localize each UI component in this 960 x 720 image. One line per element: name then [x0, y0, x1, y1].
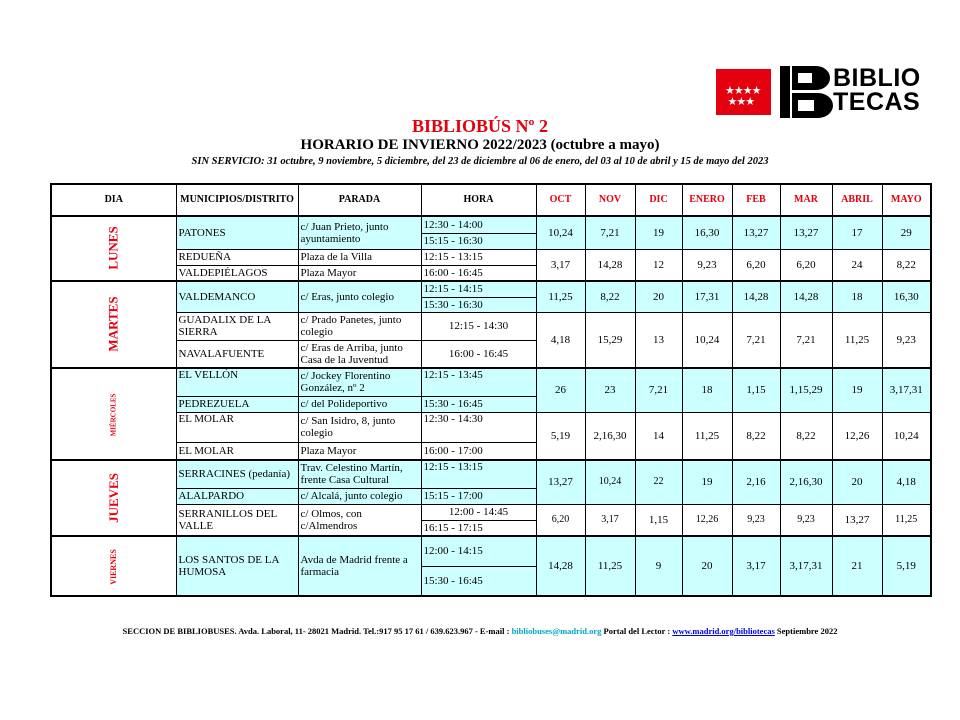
value-cell: 8,22	[732, 412, 780, 460]
header-month-abr: ABRIL	[832, 184, 882, 216]
value-cell: 12	[635, 249, 682, 281]
value-cell: 3,17	[585, 504, 635, 536]
bibliotecas-logo-text	[833, 66, 921, 114]
value-cell: 20	[832, 460, 882, 504]
header-parada: PARADA	[298, 184, 421, 216]
value-cell: 29	[882, 216, 931, 249]
municipio-cell: SERRANILLOS DEL VALLE	[176, 504, 298, 536]
value-cell: 10,24	[882, 412, 931, 460]
value-cell: 20	[682, 536, 732, 596]
hora-cell: 15:15 - 16:30	[421, 233, 536, 249]
value-cell: 21	[832, 536, 882, 596]
value-cell: 13	[635, 312, 682, 368]
value-cell: 17	[832, 216, 882, 249]
value-cell: 12,26	[832, 412, 882, 460]
table-row	[51, 281, 931, 297]
value-cell: 8,22	[882, 249, 931, 281]
header-month-dic: DIC	[635, 184, 682, 216]
value-cell: 12,26	[682, 504, 732, 536]
municipio-cell: ALALPARDO	[176, 488, 298, 504]
footer-address: SECCION DE BIBLIOBUSES. Avda. Laboral, 11- 28021 Madrid. Tel.:917 95 17 61 / 639.623.967 - E-mail :	[122, 626, 512, 636]
footer-email-link[interactable]: bibliobuses@madrid.org	[511, 626, 602, 636]
header-month-oct: OCT	[536, 184, 585, 216]
municipio-cell: PATONES	[176, 216, 298, 249]
value-cell: 1,15	[635, 504, 682, 536]
municipio-cell: EL MOLAR	[176, 412, 298, 442]
stars-icon: ★★★★ ★★★	[725, 84, 761, 108]
value-cell: 6,20	[732, 249, 780, 281]
municipio-cell: REDUEÑA	[176, 249, 298, 265]
value-cell: 10,24	[585, 460, 635, 504]
value-cell: 13,27	[732, 216, 780, 249]
value-cell: 19	[682, 460, 732, 504]
value-cell: 3,17,31	[780, 536, 832, 596]
value-cell: 11,25	[585, 536, 635, 596]
hora-cell: 12:30 - 14:00	[421, 216, 536, 233]
value-cell: 9,23	[732, 504, 780, 536]
value-cell: 5,19	[536, 412, 585, 460]
parada-cell: c/ del Polideportivo	[298, 396, 421, 412]
day-cell-jueves	[51, 460, 176, 536]
hora-cell: 12:15 - 13:15	[421, 249, 536, 265]
parada-cell: Trav. Celestino Martín, frente Casa Cultural	[298, 460, 421, 488]
header-dia: DIA	[51, 184, 176, 216]
parada-cell: Plaza Mayor	[298, 265, 421, 281]
parada-cell: c/ Jockey Florentino González, nº 2	[298, 368, 421, 396]
table-row	[51, 412, 931, 442]
logo-line1: BIBLIO	[833, 64, 921, 92]
day-cell-viernes	[51, 536, 176, 596]
value-cell: 14,28	[536, 536, 585, 596]
value-cell: 24	[832, 249, 882, 281]
day-label: LUNES	[105, 226, 121, 270]
footer-date: Septiembre 2022	[774, 626, 838, 636]
municipio-cell: SERRACINES (pedanía)	[176, 460, 298, 488]
header-month-ene: ENERO	[682, 184, 732, 216]
value-cell: 16,30	[682, 216, 732, 249]
hora-cell: 16:15 - 17:15	[421, 520, 536, 536]
hora-cell: 15:30 - 16:45	[421, 566, 536, 596]
page-title: BIBLIOBÚS Nº 2	[412, 116, 548, 136]
value-cell: 13,27	[780, 216, 832, 249]
day-label: MARTES	[105, 296, 121, 352]
table-row	[51, 249, 931, 265]
footer	[0, 626, 960, 636]
municipio-cell: PEDREZUELA	[176, 396, 298, 412]
value-cell: 14,28	[732, 281, 780, 312]
value-cell: 13,27	[832, 504, 882, 536]
parada-cell: c/ Eras de Arriba, junto Casa de la Juventud	[298, 340, 421, 368]
hora-cell: 16:00 - 17:00	[421, 442, 536, 460]
municipio-cell: GUADALIX DE LA SIERRA	[176, 312, 298, 340]
value-cell: 22	[635, 460, 682, 504]
hora-cell: 15:15 - 17:00	[421, 488, 536, 504]
value-cell: 10,24	[536, 216, 585, 249]
value-cell: 7,21	[780, 312, 832, 368]
hora-cell: 12:15 - 13:45	[421, 368, 536, 396]
parada-cell: c/ Eras, junto colegio	[298, 281, 421, 312]
value-cell: 19	[635, 216, 682, 249]
value-cell: 2,16	[732, 460, 780, 504]
value-cell: 5,19	[882, 536, 931, 596]
value-cell: 14,28	[585, 249, 635, 281]
bibliotecas-b-logo-icon	[780, 66, 835, 118]
day-cell-miercoles	[51, 368, 176, 460]
value-cell: 7,21	[732, 312, 780, 368]
municipio-cell: VALDEMANCO	[176, 281, 298, 312]
value-cell: 14,28	[780, 281, 832, 312]
value-cell: 13,27	[536, 460, 585, 504]
value-cell: 15,29	[585, 312, 635, 368]
footer-portal-link[interactable]: www.madrid.org/bibliotecas	[672, 626, 775, 636]
hora-cell: 16:00 - 16:45	[421, 340, 536, 368]
municipio-cell: NAVALAFUENTE	[176, 340, 298, 368]
day-cell-martes	[51, 281, 176, 368]
hora-cell: 12:15 - 14:15	[421, 281, 536, 297]
value-cell: 6,20	[780, 249, 832, 281]
header-month-nov: NOV	[585, 184, 635, 216]
value-cell: 7,21	[635, 368, 682, 412]
value-cell: 9,23	[682, 249, 732, 281]
logo-line2: TECAS	[833, 88, 921, 116]
header-municipios: MUNICIPIOS/DISTRITO	[176, 184, 298, 216]
parada-cell: c/ Juan Prieto, junto ayuntamiento	[298, 216, 421, 249]
day-label: MIÉRCOLES	[109, 393, 118, 436]
page-subtitle: HORARIO DE INVIERNO 2022/2023 (octubre a mayo)	[300, 137, 660, 153]
value-cell: 23	[585, 368, 635, 412]
value-cell: 17,31	[682, 281, 732, 312]
value-cell: 9	[635, 536, 682, 596]
value-cell: 11,25	[882, 504, 931, 536]
table-row	[51, 504, 931, 520]
value-cell: 11,25	[536, 281, 585, 312]
value-cell: 8,22	[780, 412, 832, 460]
table-row	[51, 312, 931, 340]
value-cell: 11,25	[682, 412, 732, 460]
footer-portal-label: Portal del Lector :	[601, 626, 673, 636]
municipio-cell: EL VELLÓN	[176, 368, 298, 396]
hora-cell: 12:00 - 14:45	[421, 504, 536, 520]
day-label: VIERNES	[108, 548, 118, 585]
municipio-cell: LOS SANTOS DE LA HUMOSA	[176, 536, 298, 596]
header-row	[51, 184, 931, 216]
value-cell: 14	[635, 412, 682, 460]
municipio-cell: EL MOLAR	[176, 442, 298, 460]
value-cell: 10,24	[682, 312, 732, 368]
parada-cell: Plaza de la Villa	[298, 249, 421, 265]
comunidad-madrid-logo	[716, 69, 771, 115]
day-label: JUEVES	[105, 472, 121, 523]
no-service-note: SIN SERVICIO: 31 octubre, 9 noviembre, 5 diciembre, del 23 de diciembre al 06 de enero, del 03 al 10 de abril y 15 de mayo del 2023	[191, 156, 769, 167]
value-cell: 4,18	[536, 312, 585, 368]
header-month-mar: MAR	[780, 184, 832, 216]
value-cell: 7,21	[585, 216, 635, 249]
table-row	[51, 368, 931, 396]
parada-cell: c/ San Isidro, 8, junto colegio	[298, 412, 421, 442]
value-cell: 2,16,30	[780, 460, 832, 504]
hora-cell: 12:15 - 13:15	[421, 460, 536, 488]
value-cell: 9,23	[882, 312, 931, 368]
header-hora: HORA	[421, 184, 536, 216]
hora-cell: 12:30 - 14:30	[421, 412, 536, 442]
value-cell: 8,22	[585, 281, 635, 312]
header-month-feb: FEB	[732, 184, 780, 216]
value-cell: 2,16,30	[585, 412, 635, 460]
value-cell: 11,25	[832, 312, 882, 368]
municipio-cell: VALDEPIÉLAGOS	[176, 265, 298, 281]
value-cell: 26	[536, 368, 585, 412]
header-month-may: MAYO	[882, 184, 931, 216]
value-cell: 18	[832, 281, 882, 312]
value-cell: 3,17	[536, 249, 585, 281]
parada-cell: c/ Olmos, con c/Almendros	[298, 504, 421, 536]
value-cell: 16,30	[882, 281, 931, 312]
value-cell: 9,23	[780, 504, 832, 536]
table-row	[51, 216, 931, 233]
schedule-table	[50, 183, 932, 597]
parada-cell: Plaza Mayor	[298, 442, 421, 460]
value-cell: 20	[635, 281, 682, 312]
parada-cell: c/ Prado Panetes, junto colegio	[298, 312, 421, 340]
value-cell: 1,15	[732, 368, 780, 412]
parada-cell: Avda de Madrid frente a farmacia	[298, 536, 421, 596]
value-cell: 6,20	[536, 504, 585, 536]
value-cell: 19	[832, 368, 882, 412]
hora-cell: 16:00 - 16:45	[421, 265, 536, 281]
parada-cell: c/ Alcalá, junto colegio	[298, 488, 421, 504]
value-cell: 4,18	[882, 460, 931, 504]
hora-cell: 15:30 - 16:45	[421, 396, 536, 412]
hora-cell: 15:30 - 16:30	[421, 297, 536, 312]
value-cell: 3,17	[732, 536, 780, 596]
value-cell: 3,17,31	[882, 368, 931, 412]
hora-cell: 12:00 - 14:15	[421, 536, 536, 566]
table-row	[51, 460, 931, 488]
day-cell-lunes	[51, 216, 176, 281]
hora-cell: 12:15 - 14:30	[421, 312, 536, 340]
value-cell: 18	[682, 368, 732, 412]
table-row	[51, 536, 931, 566]
value-cell: 1,15,29	[780, 368, 832, 412]
